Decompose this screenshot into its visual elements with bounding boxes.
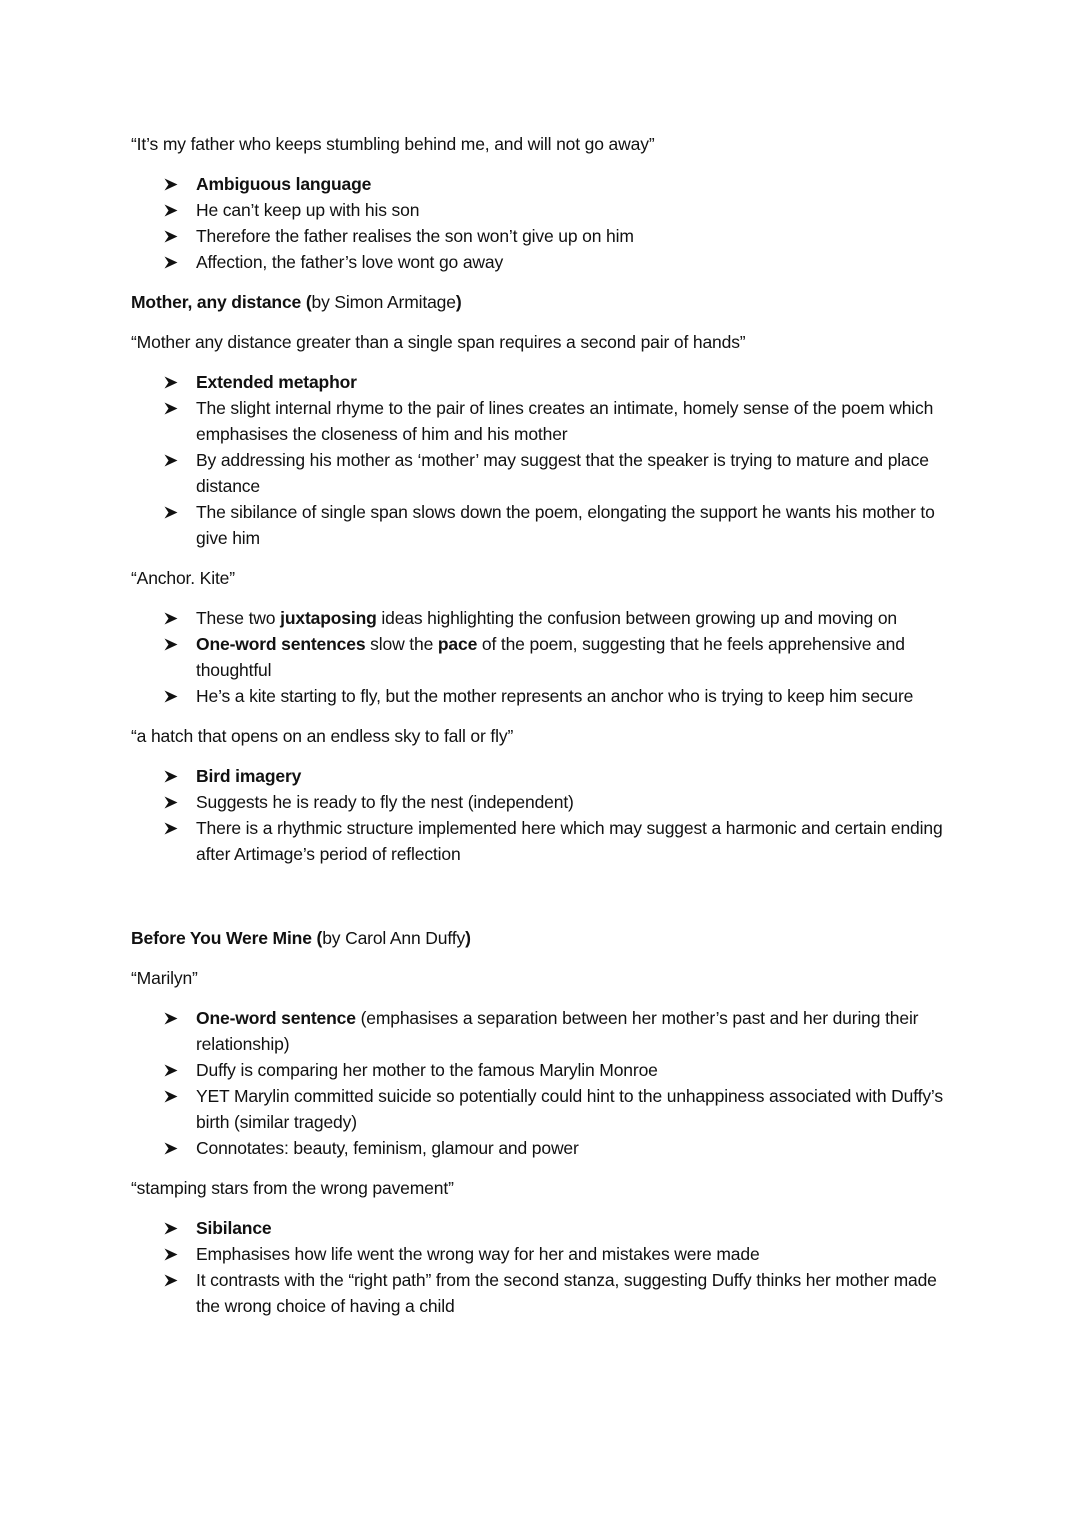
bullet-item <box>131 1005 961 1057</box>
arrowhead-bullet-icon <box>164 631 178 657</box>
bullet-text-bold: pace <box>437 634 478 654</box>
bullet-item <box>131 789 961 815</box>
arrowhead-bullet-icon <box>164 395 178 421</box>
bullet-item <box>131 197 961 223</box>
bullet-list <box>131 1215 961 1319</box>
bullet-item <box>131 815 961 867</box>
poem-title: Before You Were Mine <box>131 928 312 948</box>
arrowhead-bullet-icon <box>164 223 178 249</box>
arrowhead-bullet-icon <box>164 499 178 525</box>
bullet-item <box>131 1267 961 1319</box>
bullet-text-bold: One-word sentence <box>196 1008 356 1028</box>
bullet-text: Suggests he is ready to fly the nest (independent) <box>196 792 574 812</box>
bullet-item <box>131 249 961 275</box>
close-paren: ) <box>455 292 462 312</box>
bullet-item <box>131 631 961 683</box>
arrowhead-bullet-icon <box>164 1135 178 1161</box>
quote-father-stumbling: “It’s my father who keeps stumbling behind me, and will not go away” <box>131 134 655 154</box>
bullet-list <box>131 763 961 867</box>
bullet-text: of the poem, suggesting that he feels apprehensive and thoughtful <box>196 634 905 680</box>
bullet-text-bold: Bird imagery <box>196 766 302 786</box>
bullet-list <box>131 369 961 551</box>
bullet-item <box>131 1083 961 1135</box>
arrowhead-bullet-icon <box>164 683 178 709</box>
arrowhead-bullet-icon <box>164 815 178 841</box>
bullet-item <box>131 763 961 789</box>
bullet-text: slow the <box>365 634 438 654</box>
bullet-text: He can’t keep up with his son <box>196 200 420 220</box>
bullet-text-bold: Sibilance <box>196 1218 272 1238</box>
bullet-text: ideas highlighting the confusion between growing up and moving on <box>376 608 898 628</box>
open-paren: ( <box>311 928 323 948</box>
bullet-item <box>131 499 961 551</box>
bullet-text-bold: juxtaposing <box>280 608 377 628</box>
bullet-text: It contrasts with the “right path” from the second stanza, suggesting Duffy thinks her mother made the wrong choice of having a child <box>196 1270 937 1316</box>
bullet-item <box>131 1057 961 1083</box>
bullet-item <box>131 223 961 249</box>
open-paren: ( <box>301 292 312 312</box>
arrowhead-bullet-icon <box>164 249 178 275</box>
poem-heading-before-you-were-mine <box>131 925 961 951</box>
arrowhead-bullet-icon <box>164 447 178 473</box>
arrowhead-bullet-icon <box>164 1215 178 1241</box>
arrowhead-bullet-icon <box>164 1267 178 1293</box>
arrowhead-bullet-icon <box>164 1241 178 1267</box>
bullet-text: The sibilance of single span slows down the poem, elongating the support he wants his mother to give him <box>196 502 935 548</box>
quote-mother-any-distance: “Mother any distance greater than a single span requires a second pair of hands” <box>131 332 746 352</box>
arrowhead-bullet-icon <box>164 789 178 815</box>
arrowhead-bullet-icon <box>164 763 178 789</box>
arrowhead-bullet-icon <box>164 369 178 395</box>
close-paren: ) <box>465 928 471 948</box>
quote-hatch-endless-sky: “a hatch that opens on an endless sky to fall or fly” <box>131 726 514 746</box>
bullet-text-bold: Ambiguous language <box>196 174 372 194</box>
bullet-text: Affection, the father’s love wont go away <box>196 252 504 272</box>
bullet-text: YET Marylin committed suicide so potentially could hint to the unhappiness associated with Duffy’s birth (similar tragedy) <box>196 1086 943 1132</box>
bullet-text: These two <box>196 608 281 628</box>
arrowhead-bullet-icon <box>164 605 178 631</box>
bullet-item <box>131 369 961 395</box>
arrowhead-bullet-icon <box>164 1005 178 1031</box>
bullet-text-bold: Extended metaphor <box>196 372 357 392</box>
poem-heading-mother-any-distance <box>131 289 961 315</box>
bullet-list <box>131 605 961 709</box>
bullet-item <box>131 1215 961 1241</box>
arrowhead-bullet-icon <box>164 197 178 223</box>
bullet-item <box>131 1135 961 1161</box>
bullet-item <box>131 395 961 447</box>
document-page <box>131 131 961 1333</box>
quote-anchor-kite: “Anchor. Kite” <box>131 568 235 588</box>
bullet-item <box>131 683 961 709</box>
bullet-text: The slight internal rhyme to the pair of lines creates an intimate, homely sense of the poem which emphasises the closeness of him and his mother <box>196 398 934 444</box>
bullet-text-bold: One-word sentences <box>196 634 366 654</box>
bullet-list <box>131 1005 961 1161</box>
bullet-text: Therefore the father realises the son won’t give up on him <box>196 226 634 246</box>
arrowhead-bullet-icon <box>164 1083 178 1109</box>
section-spacer <box>131 881 961 925</box>
bullet-item <box>131 171 961 197</box>
arrowhead-bullet-icon <box>164 171 178 197</box>
quote-marilyn: “Marilyn” <box>131 968 198 988</box>
bullet-text: Emphasises how life went the wrong way for her and mistakes were made <box>196 1244 760 1264</box>
bullet-list <box>131 171 961 275</box>
bullet-text: There is a rhythmic structure implemented here which may suggest a harmonic and certain ending after Artimage’s period of reflection <box>196 818 943 864</box>
bullet-text: Connotates: beauty, feminism, glamour and power <box>196 1138 579 1158</box>
bullet-text: By addressing his mother as ‘mother’ may suggest that the speaker is trying to mature and place distance <box>196 450 929 496</box>
bullet-text: (emphasises a separation between her mother’s past and her during their relationship) <box>196 1008 919 1054</box>
poem-title: Mother, any distance <box>131 292 302 312</box>
quote-stamping-stars: “stamping stars from the wrong pavement” <box>131 1178 454 1198</box>
poem-author: by Carol Ann Duffy <box>322 928 466 948</box>
bullet-text: He’s a kite starting to fly, but the mother represents an anchor who is trying to keep him secure <box>196 686 914 706</box>
poem-author: by Simon Armitage <box>311 292 456 312</box>
arrowhead-bullet-icon <box>164 1057 178 1083</box>
bullet-text: Duffy is comparing her mother to the famous Marylin Monroe <box>196 1060 658 1080</box>
bullet-item <box>131 1241 961 1267</box>
bullet-item <box>131 447 961 499</box>
bullet-item <box>131 605 961 631</box>
